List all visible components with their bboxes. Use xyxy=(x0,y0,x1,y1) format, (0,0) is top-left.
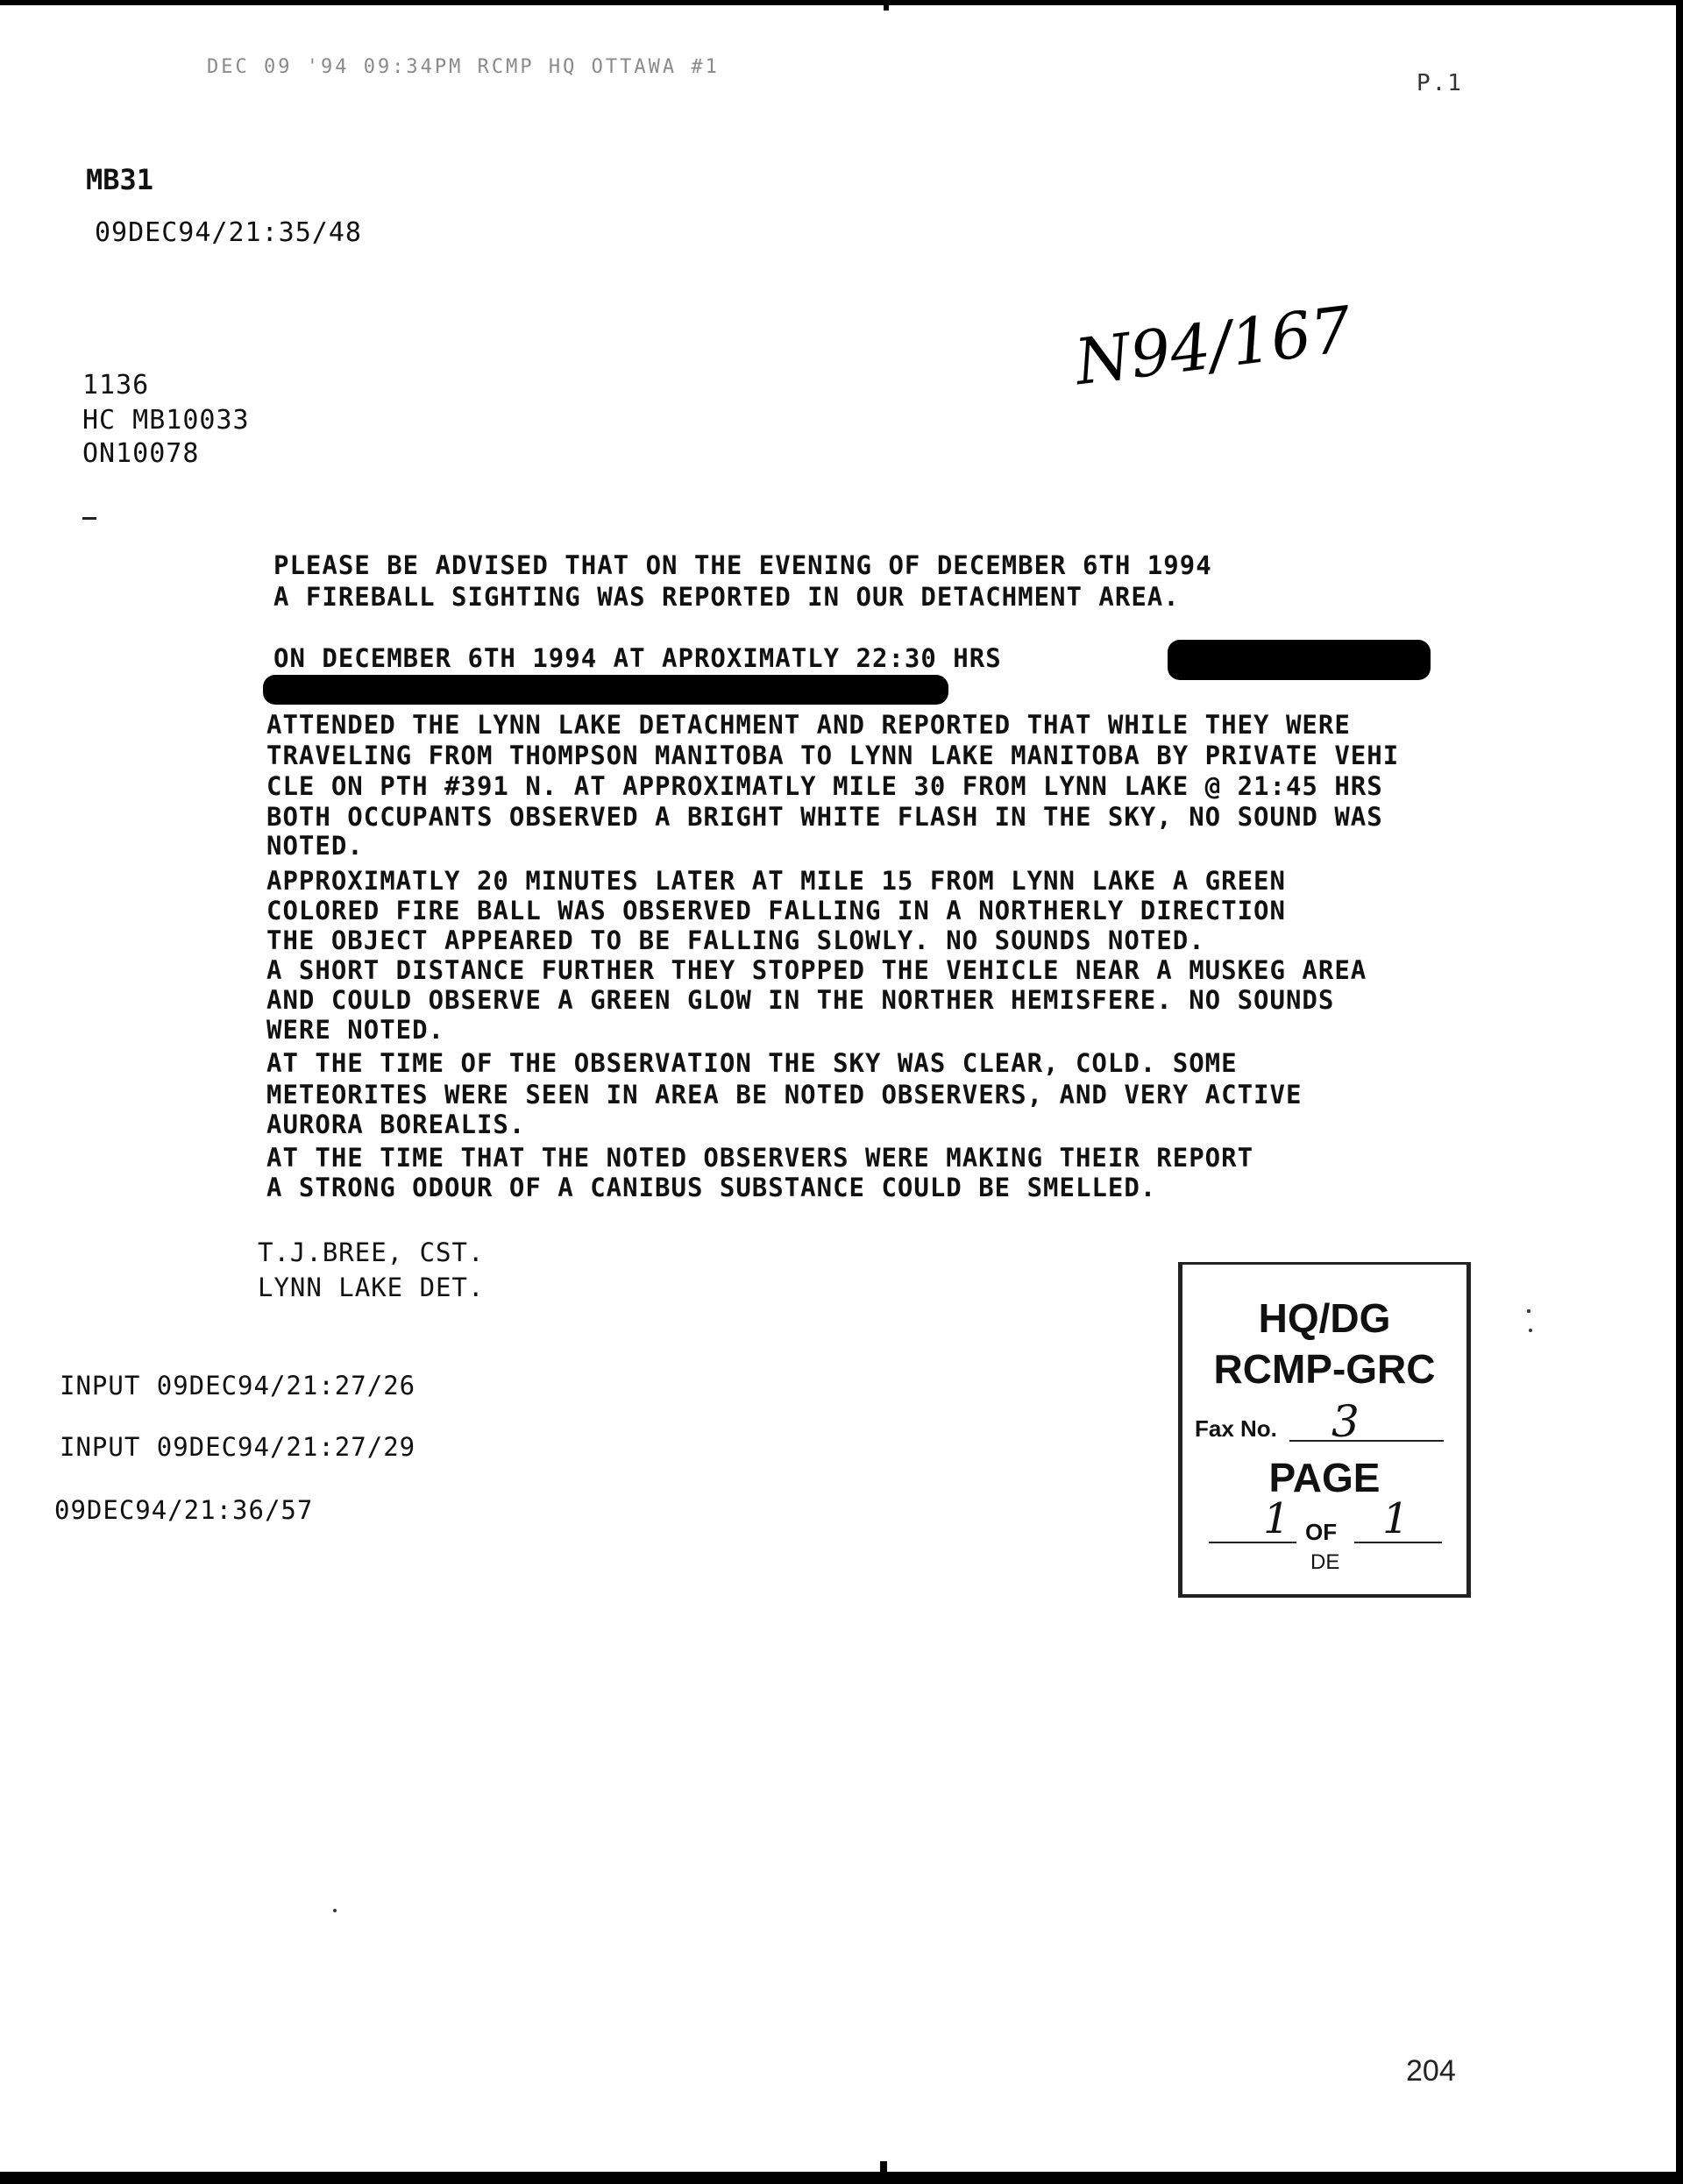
stamp-of-label: OF xyxy=(1305,1519,1338,1545)
footer-input-2: INPUT 09DEC94/21:27/29 xyxy=(60,1432,416,1462)
body-line: NOTED. xyxy=(266,831,364,861)
speck xyxy=(333,1909,337,1912)
footer-input-1: INPUT 09DEC94/21:27/26 xyxy=(60,1371,416,1400)
stamp-fax-underline xyxy=(1289,1440,1444,1442)
body-line: CLE ON PTH #391 N. AT APPROXIMATLY MILE 30 FROM LYNN LAKE @ 21:45 HRS xyxy=(266,771,1383,801)
fax-transmission-line: DEC 09 '94 09:34PM RCMP HQ OTTAWA #1 xyxy=(207,56,720,78)
body-line: ATTENDED THE LYNN LAKE DETACHMENT AND REPORTED THAT WHILE THEY WERE xyxy=(266,710,1351,740)
stamp-line-1: HQ/DG xyxy=(1258,1295,1391,1341)
scan-border-bottom-tick xyxy=(880,2161,887,2184)
origin-code: MB31 xyxy=(86,163,154,196)
scan-border-right xyxy=(1676,0,1683,2184)
body-line: COLORED FIRE BALL WAS OBSERVED FALLING IN A NORTHERLY DIRECTION xyxy=(266,896,1286,925)
stamp-page-current: 1 xyxy=(1263,1494,1290,1543)
page-number: 204 xyxy=(1406,2054,1456,2088)
signature-name: T.J.BREE, CST. xyxy=(258,1237,485,1267)
signature-detachment: LYNN LAKE DET. xyxy=(258,1273,485,1302)
fax-page-label: P.1 xyxy=(1417,70,1463,96)
stamp-page-total: 1 xyxy=(1382,1494,1410,1543)
body-line: AND COULD OBSERVE A GREEN GLOW IN THE NORTHER HEMISFERE. NO SOUNDS xyxy=(266,985,1335,1015)
footer-timestamp: 09DEC94/21:36/57 xyxy=(54,1495,314,1525)
handwritten-file-number: N94/167 xyxy=(1071,292,1356,400)
body-line: A SHORT DISTANCE FURTHER THEY STOPPED THE VEHICLE NEAR A MUSKEG AREA xyxy=(266,955,1367,985)
scan-border-top xyxy=(0,0,1683,5)
message-timestamp: 09DEC94/21:35/48 xyxy=(95,217,362,248)
message-number: 1136 xyxy=(82,370,150,401)
dash-mark xyxy=(82,517,96,520)
stamp-fax-number: 3 xyxy=(1331,1396,1360,1447)
body-line: AT THE TIME THAT THE NOTED OBSERVERS WERE MAKING THEIR REPORT xyxy=(266,1143,1254,1173)
routing-code-2: ON10078 xyxy=(82,438,200,469)
body-line: AT THE TIME OF THE OBSERVATION THE SKY WAS CLEAR, COLD. SOME xyxy=(266,1048,1238,1078)
routing-code-1: HC MB10033 xyxy=(82,405,250,436)
body-line: METEORITES WERE SEEN IN AREA BE NOTED OBSERVERS, AND VERY ACTIVE xyxy=(266,1080,1303,1110)
stamp-line-2: RCMP-GRC xyxy=(1213,1346,1436,1392)
body-line: APPROXIMATLY 20 MINUTES LATER AT MILE 15 FROM LYNN LAKE A GREEN xyxy=(266,866,1286,896)
scan-border-bottom xyxy=(0,2172,1683,2184)
body-paragraph-1-line-2: A FIREBALL SIGHTING WAS REPORTED IN OUR DETACHMENT AREA. xyxy=(273,582,1180,612)
body-line: THE OBJECT APPEARED TO BE FALLING SLOWLY. NO SOUNDS NOTED. xyxy=(266,925,1205,955)
speck xyxy=(1529,1329,1532,1332)
body-line: A STRONG ODOUR OF A CANIBUS SUBSTANCE COULD BE SMELLED. xyxy=(266,1173,1157,1202)
stamp-fax-label: Fax No. xyxy=(1195,1415,1277,1442)
received-stamp xyxy=(1178,1262,1471,1598)
scan-border-tick xyxy=(884,0,889,11)
body-line: AURORA BOREALIS. xyxy=(266,1110,526,1139)
body-paragraph-1-line-1: PLEASE BE ADVISED THAT ON THE EVENING OF DECEMBER 6TH 1994 xyxy=(273,550,1212,580)
body-paragraph-2-lead: ON DECEMBER 6TH 1994 AT APROXIMATLY 22:30 HRS xyxy=(273,643,1002,673)
body-line: WERE NOTED. xyxy=(266,1015,445,1045)
body-line: BOTH OCCUPANTS OBSERVED A BRIGHT WHITE FLASH IN THE SKY, NO SOUND WAS xyxy=(266,802,1383,832)
redaction-bar xyxy=(263,675,948,705)
speck xyxy=(1527,1309,1530,1313)
body-line: TRAVELING FROM THOMPSON MANITOBA TO LYNN LAKE MANITOBA BY PRIVATE VEHI xyxy=(266,741,1400,770)
stamp-de-label: DE xyxy=(1310,1550,1340,1574)
stamp-page-label: PAGE xyxy=(1268,1455,1381,1500)
redaction-bar xyxy=(1168,640,1431,680)
